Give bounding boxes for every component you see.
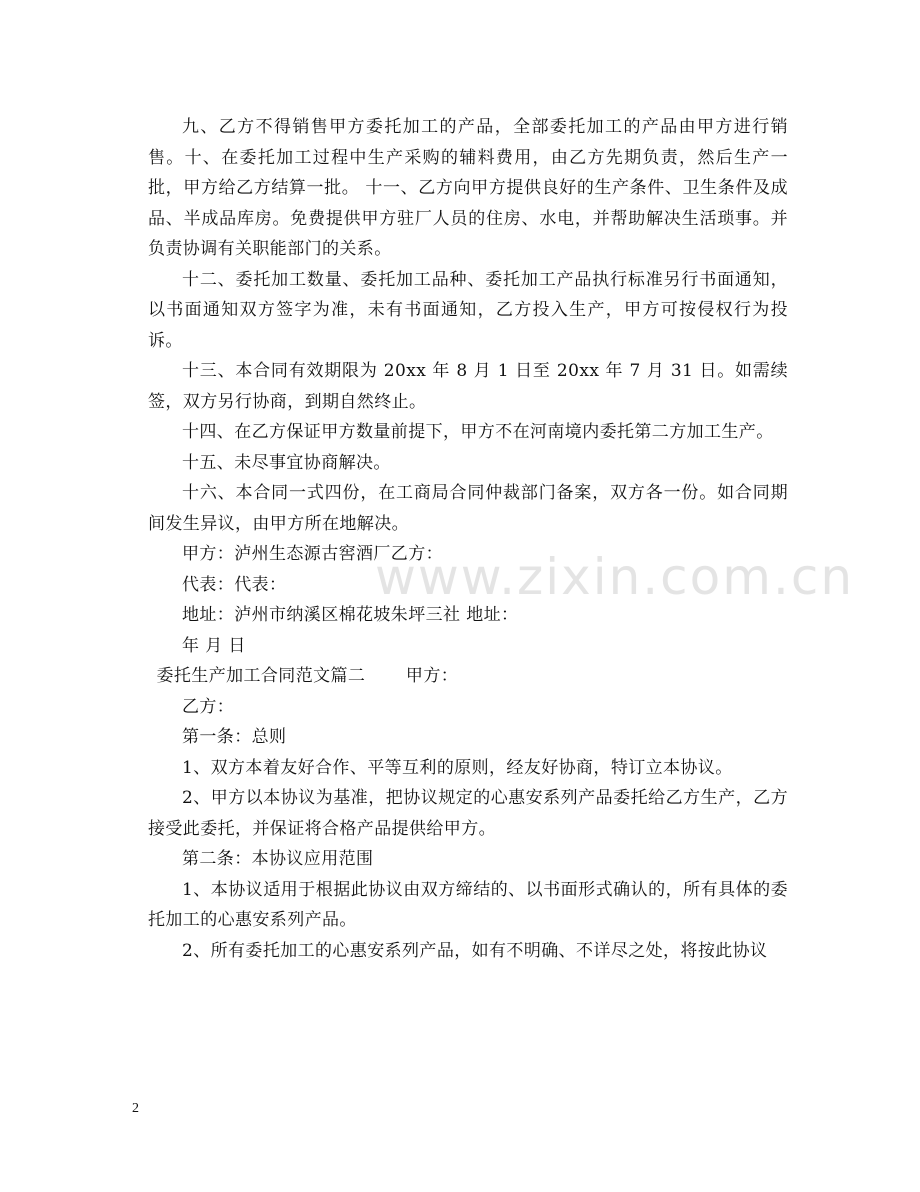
address-line: 地址：泸州市纳溪区棉花坡朱坪三社 地址： (182, 605, 519, 625)
article-two-heading: 第二条：本协议应用范围 (182, 849, 374, 869)
date-line: 年 月 日 (182, 635, 246, 656)
paragraph-clause-9-11: 九、乙方不得销售甲方委托加工的产品，全部委托加工的产品由甲方进行销售。十、在委托加工过程中生产采购的辅料费用，由乙方先期负责，然后生产一批，甲方给乙方结算一批。 十一、乙方向甲方提供良好的生产条件、卫生条件及成品、半成品库房。免费提供甲方驻厂人员的住房、水电，并帮助解决生活琐事。并负责协调有关职能部门的关系。 (148, 117, 788, 259)
document-body (148, 112, 788, 966)
paragraph-clause-15: 十五、未尽事宜协商解决。 (182, 452, 391, 473)
article-one-heading: 第一条：总则 (182, 727, 287, 747)
party-b-line: 乙方： (182, 696, 235, 717)
article-two-item-1: 1、本协议适用于根据此协议由双方缔结的、以书面形式确认的，所有具体的委托加工的心惠安系列产品。 (148, 879, 788, 930)
paragraph-clause-12: 十二、委托加工数量、委托加工品种、委托加工产品执行标准另行书面通知，以书面通知双方签字为准，未有书面通知，乙方投入生产，甲方可按侵权行为投诉。 (148, 269, 788, 351)
paragraph-clause-13: 十三、本合同有效期限为 20xx 年 8 月 1 日至 20xx 年 7 月 31 日。如需续签，双方另行协商，到期自然终止。 (148, 361, 788, 412)
watermark-text: www.zixin.com.cn (375, 548, 855, 606)
party-a-line: 甲方：泸州生态源古窖酒厂乙方： (182, 544, 443, 564)
article-two-item-2: 2、所有委托加工的心惠安系列产品，如有不明确、不详尽之处，将按此协议 (182, 940, 768, 961)
section-title-part-two: 委托生产加工合同范文篇二 甲方： (156, 666, 459, 686)
paragraph-clause-16: 十六、本合同一式四份，在工商局合同仲裁部门备案，双方各一份。如合同期间发生异议，由甲方所在地解决。 (148, 483, 788, 534)
paragraph-clause-14: 十四、在乙方保证甲方数量前提下，甲方不在河南境内委托第二方加工生产。 (182, 422, 774, 442)
page-number: 2 (132, 1101, 139, 1116)
article-one-item-1: 1、双方本着友好合作、平等互利的原则，经友好协商，特订立本协议。 (182, 757, 733, 778)
article-one-item-2: 2、甲方以本协议为基准，把协议规定的心惠安系列产品委托给乙方生产，乙方接受此委托，并保证将合格产品提供给甲方。 (148, 788, 788, 839)
representative-line: 代表：代表： (182, 574, 287, 595)
